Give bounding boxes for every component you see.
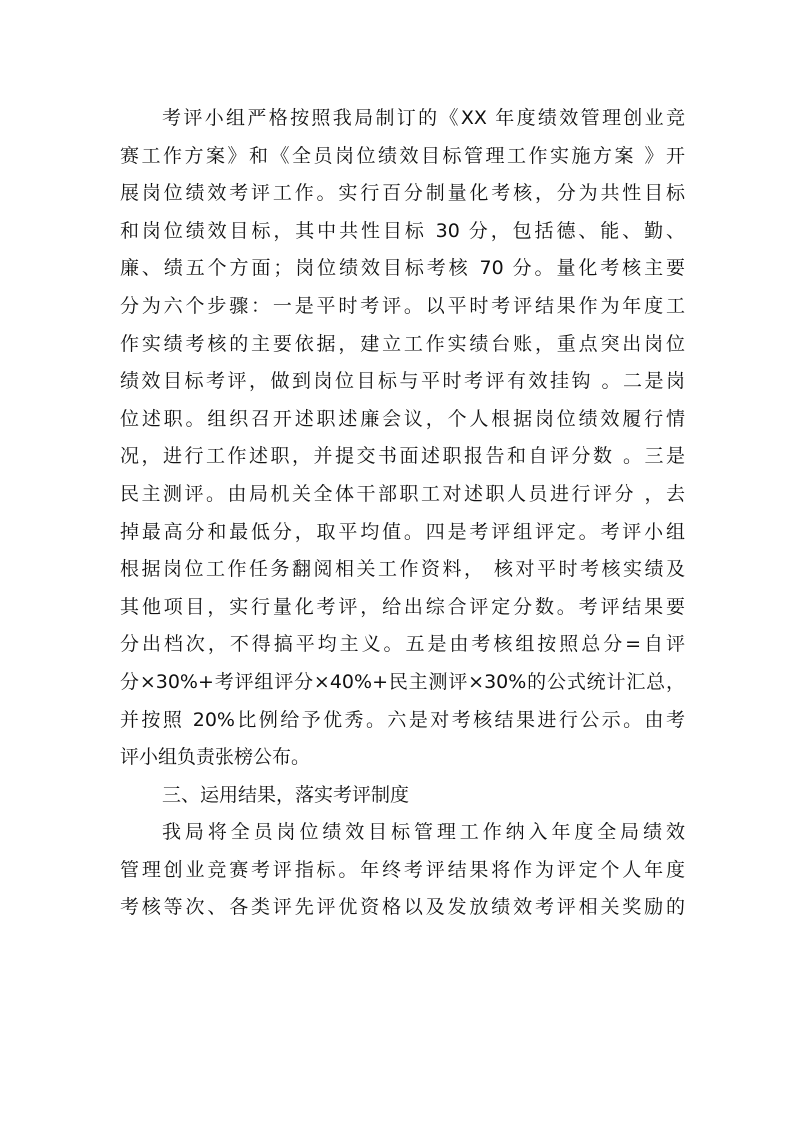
paragraph-line: 管理创业竞赛考评指标。年终考评结果将作为评定个人年度	[120, 858, 685, 881]
paragraph-line: 廉、绩五个方面；岗位绩效目标考核 70 分。量化考核主要	[120, 257, 685, 280]
paragraph-line: 位述职。组织召开述职述廉会议，个人根据岗位绩效履行情	[120, 407, 685, 430]
paragraph-line: 掉最高分和最低分，取平均值。四是考评组评定。考评小组	[120, 520, 685, 543]
paragraph-line: 作实绩考核的主要依据，建立工作实绩台账，重点突出岗位	[120, 332, 685, 355]
paragraph-line: 考核等次、各类评先评优资格以及发放绩效考评相关奖励的	[120, 896, 685, 919]
paragraph-line: 分出档次，不得搞平均主义。五是由考核组按照总分=自评	[120, 633, 685, 656]
paragraph-line: 民主测评。由局机关全体干部职工对述职人员进行评分 ，去	[120, 482, 685, 505]
document-body	[120, 100, 685, 927]
paragraph-line: 其他项目，实行量化考评，给出综合评定分数。考评结果要	[120, 595, 685, 618]
paragraph-line: 况，进行工作述职，并提交书面述职报告和自评分数 。三是	[120, 445, 685, 468]
paragraph-line: 和岗位绩效目标，其中共性目标 30 分，包括德、能、勤、	[120, 219, 685, 242]
section-heading: 三、运用结果，落实考评制度	[162, 783, 410, 806]
paragraph-line: 评小组负责张榜公布。	[120, 746, 311, 769]
paragraph-line: 我局将全员岗位绩效目标管理工作纳入年度全局绩效	[162, 821, 685, 844]
paragraph-line: 绩效目标考评，做到岗位目标与平时考评有效挂钩 。二是岗	[120, 370, 685, 393]
paragraph-line: 赛工作方案》和《全员岗位绩效目标管理工作实施方案 》开	[120, 144, 685, 167]
paragraph-line: 分×30%+考评组评分×40%+民主测评×30%的公式统计汇总，	[120, 670, 685, 693]
paragraph-line: 考评小组严格按照我局制订的《XX 年度绩效管理创业竞	[162, 107, 685, 129]
paragraph-line: 根据岗位工作任务翻阅相关工作资料， 核对平时考核实绩及	[120, 558, 685, 581]
paragraph-line: 展岗位绩效考评工作。实行百分制量化考核，分为共性目标	[120, 182, 685, 205]
paragraph-line: 并按照 20%比例给予优秀。六是对考核结果进行公示。由考	[120, 708, 685, 731]
paragraph-line: 分为六个步骤：一是平时考评。以平时考评结果作为年度工	[120, 294, 685, 317]
